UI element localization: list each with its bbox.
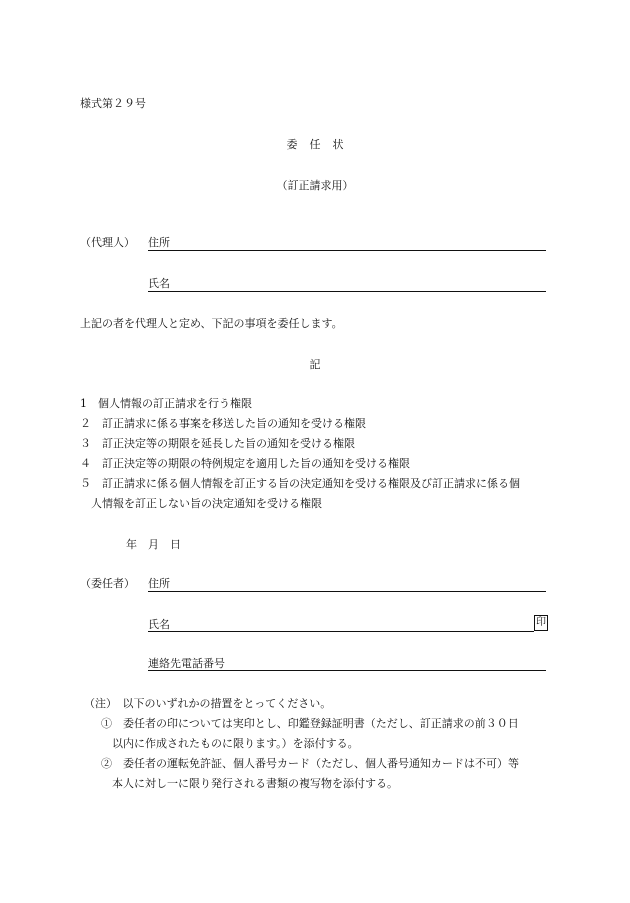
principal-name-line xyxy=(148,631,534,632)
note-item-continuation: 本人に対し一に限り発行される書類の複写物を添付する。 xyxy=(112,777,398,790)
form-number: 様式第２９号 xyxy=(80,97,146,110)
seal-box: 印 xyxy=(534,615,548,631)
note-item: ② 委任者の運転免許証、個人番号カード（ただし、個人番号通知カードは不可）等 xyxy=(101,757,519,770)
authority-item: ４ 訂正決定等の期限の特例規定を適用した旨の通知を受ける権限 xyxy=(80,457,410,470)
notes-heading: （注） 以下のいずれかの措置をとってください。 xyxy=(84,697,332,710)
principal-name-label: 氏名 xyxy=(148,618,170,631)
principal-address-label: 住所 xyxy=(148,577,170,590)
delegation-statement: 上記の者を代理人と定め、下記の事項を委任します。 xyxy=(80,317,343,330)
authority-item: 1 個人情報の訂正請求を行う権限 xyxy=(80,397,252,410)
document-title: 委任状 xyxy=(286,138,356,151)
note-item-continuation: 以内に作成されたものに限ります。）を添付する。 xyxy=(112,737,359,750)
authority-item: ３ 訂正決定等の期限を延長した旨の通知を受ける権限 xyxy=(80,437,355,450)
date-line: 年 月 日 xyxy=(126,538,181,551)
agent-address-line xyxy=(148,250,546,251)
document-subtitle: （訂正請求用） xyxy=(276,179,354,192)
authority-item: ５ 訂正請求に係る個人情報を訂正する旨の決定通知を受ける権限及び訂正請求に係る個 xyxy=(80,477,520,490)
principal-address-line xyxy=(148,591,546,592)
authority-item-continuation: 人情報を訂正しない旨の決定通知を受ける権限 xyxy=(91,497,322,510)
authority-item: ２ 訂正請求に係る事案を移送した旨の通知を受ける権限 xyxy=(80,417,366,430)
principal-phone-label: 連絡先電話番号 xyxy=(148,657,225,670)
agent-role-label: （代理人） xyxy=(80,236,135,249)
agent-name-line xyxy=(148,291,546,292)
note-item: ① 委任者の印については実印とし、印鑑登録証明書（ただし、訂正請求の前３０日 xyxy=(101,717,519,730)
agent-name-label: 氏名 xyxy=(148,277,170,290)
principal-phone-line xyxy=(148,670,546,671)
record-heading: 記 xyxy=(309,358,321,371)
agent-address-label: 住所 xyxy=(148,236,170,249)
principal-role-label: （委任者） xyxy=(80,577,135,590)
